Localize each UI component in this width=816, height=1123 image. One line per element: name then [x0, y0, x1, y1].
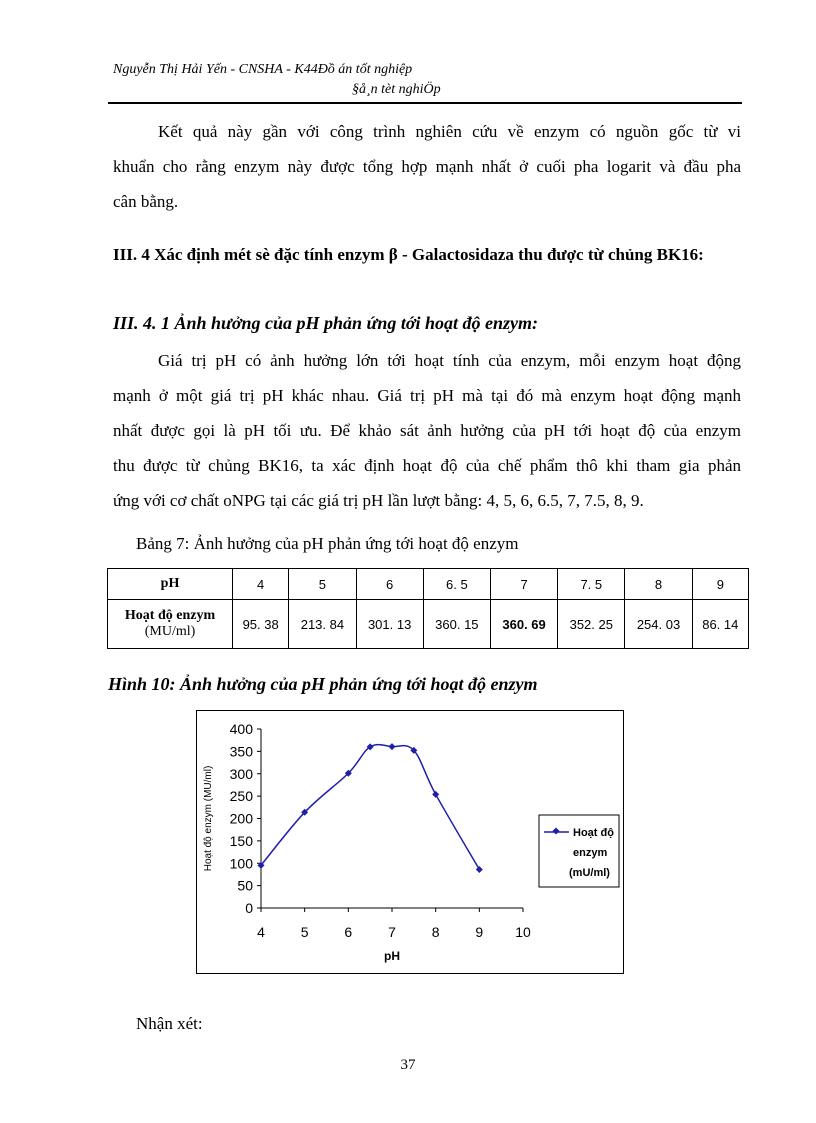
x-tick-label: 4: [257, 924, 265, 940]
table-cell: 86. 14: [692, 600, 748, 649]
y-tick-label: 300: [229, 765, 253, 782]
x-axis-label: pH: [384, 949, 400, 963]
legend-label-line3: (mU/ml): [569, 867, 610, 879]
table-row: [108, 600, 749, 649]
table-cell: 9: [692, 569, 748, 600]
chart-frame: [196, 710, 624, 974]
subsection-heading: III. 4. 1 Ảnh hưởng của pH phản ứng tới hoạt độ enzym:: [113, 313, 538, 333]
y-axis-label: Hoạt độ enzym (MU/ml): [203, 765, 214, 872]
table-cell-highlight: 360. 69: [490, 600, 557, 649]
series-line: [261, 745, 479, 870]
table-cell: 4: [233, 569, 289, 600]
page-number: 37: [400, 1057, 416, 1073]
data-point: [432, 791, 439, 798]
ph-activity-table: [107, 568, 749, 649]
table-caption: Bảng 7: Ảnh hưởng của pH phản ứng tới hoạt độ enzym: [136, 534, 519, 553]
y-tick-label: 50: [237, 877, 253, 894]
table-cell: 5: [289, 569, 356, 600]
legend-label-line2: enzym: [573, 847, 608, 859]
y-tick-label: 250: [229, 788, 253, 805]
table-cell: 6: [356, 569, 423, 600]
x-tick-label: 8: [431, 924, 440, 940]
text-line: mạnh ở một giá trị pH khác nhau. Giá trị pH mà tại đó mà enzym hoạt động mạnh: [113, 386, 741, 405]
text-line: ứng với cơ chất oNPG tại các giá trị pH lần lượt bằng: 4, 5, 6, 6.5, 7, 7.5, 8, 9.: [113, 491, 644, 510]
data-point: [476, 866, 483, 873]
running-header-author: Nguyễn Thị Hải Yến - CNSHA - K44Đồ án tốt nghiệp: [113, 62, 413, 77]
legend: [539, 815, 619, 887]
x-tick-label: 5: [300, 924, 309, 940]
intro-paragraph: [113, 114, 741, 219]
running-header-title: §å¸n tèt nghiÖp: [352, 82, 441, 97]
text-line: cân bằng.: [113, 192, 179, 211]
text-line: Giá trị pH có ảnh hưởng lớn tới hoạt tính của enzym, mỗi enzym hoạt động: [158, 351, 741, 370]
x-tick-label: 10: [515, 924, 531, 940]
y-tick-label: 400: [229, 721, 253, 737]
table-cell: 8: [625, 569, 692, 600]
row-label-activity: [108, 600, 233, 649]
row-label-line1: Hoạt độ enzym: [124, 608, 216, 623]
y-tick-label: 200: [229, 810, 253, 827]
body-paragraph: [113, 343, 741, 518]
table-cell: 301. 13: [356, 600, 423, 649]
header-rule: [108, 102, 742, 104]
text-line: thu được từ chủng BK16, ta xác định hoạt độ của chế phẩm thô khi tham gia phản: [113, 456, 741, 475]
y-tick-label: 0: [245, 900, 253, 916]
row-label-ph: pH: [108, 569, 233, 600]
table-cell: 6. 5: [423, 569, 490, 600]
table-cell: 7. 5: [558, 569, 625, 600]
table-cell: 360. 15: [423, 600, 490, 649]
row-label-line2: (MU/ml): [144, 624, 196, 639]
table-row: [108, 569, 749, 600]
ph-activity-chart: [197, 711, 623, 973]
y-tick-label: 100: [229, 855, 253, 872]
legend-label-line1: Hoạt độ: [573, 827, 614, 839]
x-tick-label: 7: [388, 924, 396, 940]
table-cell: 352. 25: [558, 600, 625, 649]
table-cell: 213. 84: [289, 600, 356, 649]
table-cell: 254. 03: [625, 600, 692, 649]
x-tick-label: 9: [475, 924, 484, 940]
table-cell: 95. 38: [233, 600, 289, 649]
y-tick-label: 350: [229, 743, 253, 760]
text-line: khuẩn cho rằng enzym này được tổng hợp mạnh nhất ở cuối pha logarit và đầu pha: [113, 157, 741, 176]
section-heading: III. 4 Xác định mét sè đặc tính enzym β - Galactosidaza thu được từ chủng BK16:: [113, 245, 704, 264]
data-point: [389, 743, 396, 750]
table-cell: 7: [490, 569, 557, 600]
text-line: Kết quả này gần với công trình nghiên cứu về enzym có nguồn gốc từ vi: [158, 122, 741, 141]
x-tick-label: 6: [344, 924, 353, 940]
text-line: nhất được gọi là pH tối ưu. Để khảo sát ảnh hưởng của pH tới hoạt độ của enzym: [113, 421, 741, 440]
y-tick-label: 150: [229, 832, 253, 849]
figure-title: Hình 10: Ảnh hưởng của pH phản ứng tới hoạt độ enzym: [108, 674, 538, 694]
remark-label: Nhận xét:: [136, 1014, 203, 1033]
